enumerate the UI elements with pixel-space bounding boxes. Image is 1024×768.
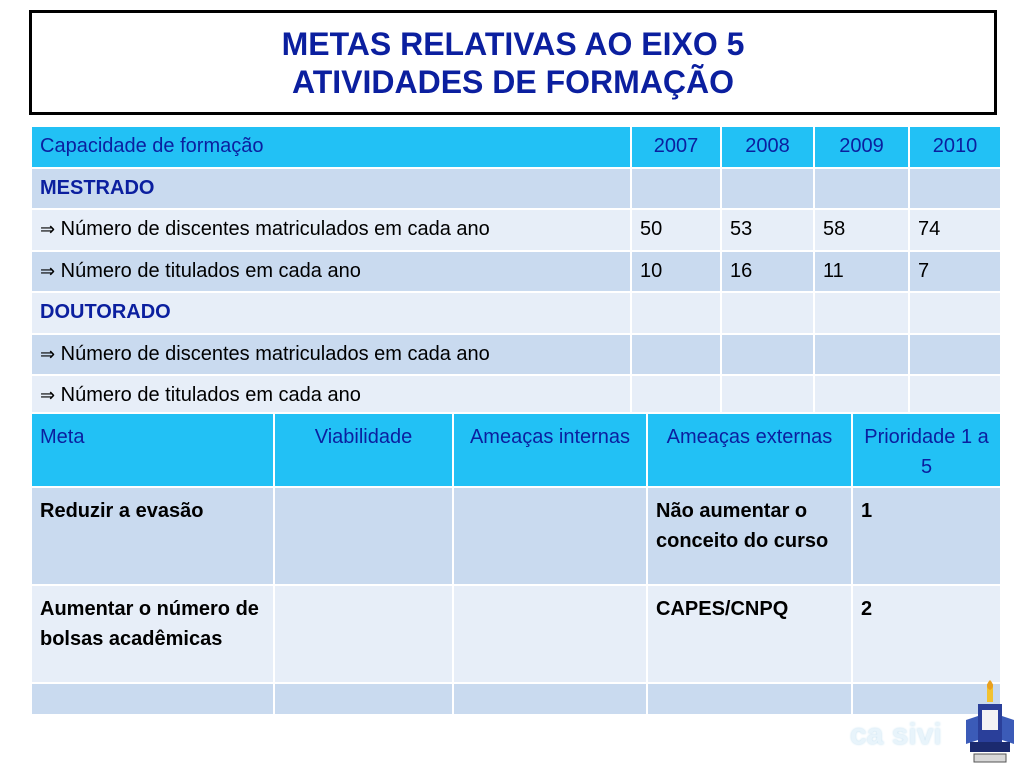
title-line-2: ATIVIDADES DE FORMAÇÃO	[291, 63, 735, 100]
title-line-1: METAS RELATIVAS AO EIXO 5	[281, 25, 745, 62]
row-label	[31, 209, 631, 251]
table-cell	[814, 375, 909, 417]
table-cell: 1	[852, 487, 1001, 585]
table-row	[31, 683, 1001, 715]
table-cell: Reduzir a evasão	[31, 487, 274, 585]
table-cell	[453, 487, 647, 585]
header-cell-meta: Meta	[31, 413, 274, 487]
table-cell: 11	[814, 251, 909, 293]
table-cell	[909, 334, 1001, 376]
table-cell	[909, 292, 1001, 334]
header-cell-2007: 2007	[631, 126, 721, 168]
table-cell	[721, 168, 814, 210]
row-label-text: Número de titulados em cada ano	[60, 384, 361, 407]
row-label	[31, 334, 631, 376]
table-cell	[721, 334, 814, 376]
table-cell: 74	[909, 209, 1001, 251]
title-box	[29, 10, 997, 115]
table-cell: Aumentar o número de bolsas acadêmicas	[31, 585, 274, 683]
table-cell	[814, 168, 909, 210]
table-cell: 16	[721, 251, 814, 293]
row-label-text: Número de discentes matriculados em cada ano	[60, 342, 490, 365]
table-cell: 53	[721, 209, 814, 251]
table-row	[31, 292, 1001, 334]
row-label	[31, 251, 631, 293]
table-cell	[909, 375, 1001, 417]
implies-arrow-icon: ⇒	[40, 260, 56, 282]
table-cell	[31, 683, 274, 715]
table-cell	[631, 334, 721, 376]
section-label-mestrado: MESTRADO	[31, 168, 631, 210]
header-cell-2009: 2009	[814, 126, 909, 168]
table-cell	[274, 683, 453, 715]
table-cell	[814, 334, 909, 376]
table-row	[31, 585, 1001, 683]
goals-table	[30, 412, 1002, 716]
table-cell: 58	[814, 209, 909, 251]
implies-arrow-icon: ⇒	[40, 343, 56, 365]
table-cell	[274, 487, 453, 585]
header-cell-prioridade: Prioridade 1 a 5	[852, 413, 1001, 487]
capacity-table-header	[31, 126, 1001, 168]
table-cell	[631, 168, 721, 210]
table-cell	[274, 585, 453, 683]
table-cell: 10	[631, 251, 721, 293]
table-cell	[631, 375, 721, 417]
table-row	[31, 334, 1001, 376]
table-cell	[631, 292, 721, 334]
row-label-text: Número de discentes matriculados em cada ano	[60, 218, 490, 241]
table-cell	[721, 292, 814, 334]
table-row	[31, 375, 1001, 417]
table-row	[31, 251, 1001, 293]
university-logo-icon	[960, 680, 1020, 768]
table-cell	[909, 168, 1001, 210]
header-cell-ameacas-externas: Ameaças externas	[647, 413, 852, 487]
implies-arrow-icon: ⇒	[40, 385, 56, 407]
implies-arrow-icon: ⇒	[40, 219, 56, 241]
table-cell: 7	[909, 251, 1001, 293]
table-row	[31, 168, 1001, 210]
table-cell	[814, 292, 909, 334]
section-label-doutorado: DOUTORADO	[31, 292, 631, 334]
capacity-table	[30, 125, 1002, 418]
header-cell-ameacas-internas: Ameaças internas	[453, 413, 647, 487]
table-cell: 50	[631, 209, 721, 251]
table-cell	[453, 585, 647, 683]
table-cell: CAPES/CNPQ	[647, 585, 852, 683]
table-cell: 2	[852, 585, 1001, 683]
table-cell	[647, 683, 852, 715]
table-cell	[721, 375, 814, 417]
table-cell	[453, 683, 647, 715]
row-label-text: Número de titulados em cada ano	[60, 259, 361, 282]
table-row	[31, 209, 1001, 251]
table-row	[31, 487, 1001, 585]
header-cell-2010: 2010	[909, 126, 1001, 168]
table-cell: Não aumentar o conceito do curso	[647, 487, 852, 585]
row-label	[31, 375, 631, 417]
header-cell-label: Capacidade de formação	[31, 126, 631, 168]
header-cell-viabilidade: Viabilidade	[274, 413, 453, 487]
watermark-text: ca sivi	[850, 718, 942, 751]
goals-table-header	[31, 413, 1001, 487]
header-cell-2008: 2008	[721, 126, 814, 168]
